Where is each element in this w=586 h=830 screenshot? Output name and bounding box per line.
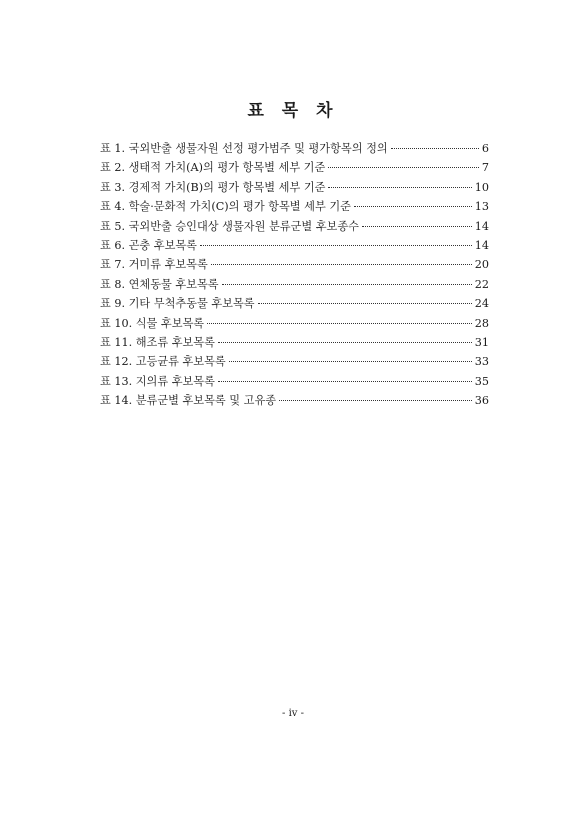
table-of-contents: [100, 139, 489, 410]
toc-entry-page: 36: [474, 394, 489, 408]
toc-entry-page: 10: [474, 180, 489, 194]
toc-entry-page: 28: [474, 316, 489, 330]
toc-entry-8[interactable]: [100, 275, 489, 294]
toc-entry-page: 14: [474, 238, 489, 252]
toc-entry-label: 표 6. 곤충 후보목록: [100, 238, 197, 252]
toc-entry-9[interactable]: [100, 294, 489, 313]
toc-entry-label: 표 10. 식물 후보목록: [100, 316, 205, 330]
toc-entry-12[interactable]: [100, 352, 489, 371]
dot-leader: [258, 303, 472, 304]
toc-entry-label: 표 9. 기타 무척추동물 후보목록: [100, 297, 255, 311]
toc-entry-page: 14: [474, 219, 489, 233]
dot-leader: [362, 226, 472, 227]
page-number-footer: - iv -: [282, 708, 304, 719]
dot-leader: [207, 323, 472, 324]
toc-entry-4[interactable]: [100, 197, 489, 216]
toc-entry-label: 표 5. 국외반출 승인대상 생물자원 분류군별 후보종수: [100, 219, 359, 233]
toc-entry-page: 31: [474, 335, 489, 349]
toc-entry-1[interactable]: [100, 139, 489, 158]
toc-entry-10[interactable]: [100, 314, 489, 333]
dot-leader: [279, 400, 472, 401]
toc-entry-14[interactable]: [100, 391, 489, 410]
toc-entry-6[interactable]: [100, 236, 489, 255]
toc-entry-page: 24: [474, 297, 489, 311]
toc-entry-page: 13: [474, 200, 489, 214]
toc-entry-page: 33: [474, 355, 489, 369]
toc-entry-page: 6: [481, 142, 489, 155]
toc-entry-13[interactable]: [100, 372, 489, 391]
toc-entry-label: 표 12. 고등균류 후보목록: [100, 355, 226, 369]
toc-entry-label: 표 13. 지의류 후보목록: [100, 374, 215, 388]
toc-entry-2[interactable]: [100, 158, 489, 177]
toc-entry-page: 35: [474, 374, 489, 388]
toc-entry-page: 22: [474, 277, 489, 291]
toc-entry-label: 표 14. 분류군별 후보목록 및 고유종: [100, 394, 277, 408]
dot-leader: [328, 187, 471, 188]
dot-leader: [328, 167, 479, 168]
toc-entry-page: 20: [474, 258, 489, 272]
toc-entry-label: 표 1. 국외반출 생물자원 선정 평가범주 및 평가항목의 정의: [100, 142, 388, 155]
dot-leader: [200, 245, 472, 246]
dot-leader: [354, 206, 472, 207]
toc-entry-label: 표 7. 거미류 후보목록: [100, 258, 208, 272]
toc-entry-label: 표 2. 생태적 가치(A)의 평가 항목별 세부 기준: [100, 161, 326, 175]
dot-leader: [391, 148, 479, 149]
toc-entry-11[interactable]: [100, 333, 489, 352]
toc-entry-label: 표 4. 학술·문화적 가치(C)의 평가 항목별 세부 기준: [100, 200, 351, 214]
dot-leader: [218, 342, 472, 343]
toc-entry-label: 표 11. 해조류 후보목록: [100, 335, 215, 349]
toc-entry-7[interactable]: [100, 255, 489, 274]
toc-entry-5[interactable]: [100, 217, 489, 236]
dot-leader: [211, 264, 472, 265]
dot-leader: [218, 381, 472, 382]
toc-entry-page: 7: [481, 161, 489, 175]
dot-leader: [222, 284, 472, 285]
dot-leader: [229, 361, 472, 362]
toc-entry-label: 표 8. 연체동물 후보목록: [100, 277, 219, 291]
toc-entry-label: 표 3. 경제적 가치(B)의 평가 항목별 세부 기준: [100, 180, 326, 194]
page-title: 표 목 차: [247, 101, 339, 121]
toc-entry-3[interactable]: [100, 178, 489, 197]
